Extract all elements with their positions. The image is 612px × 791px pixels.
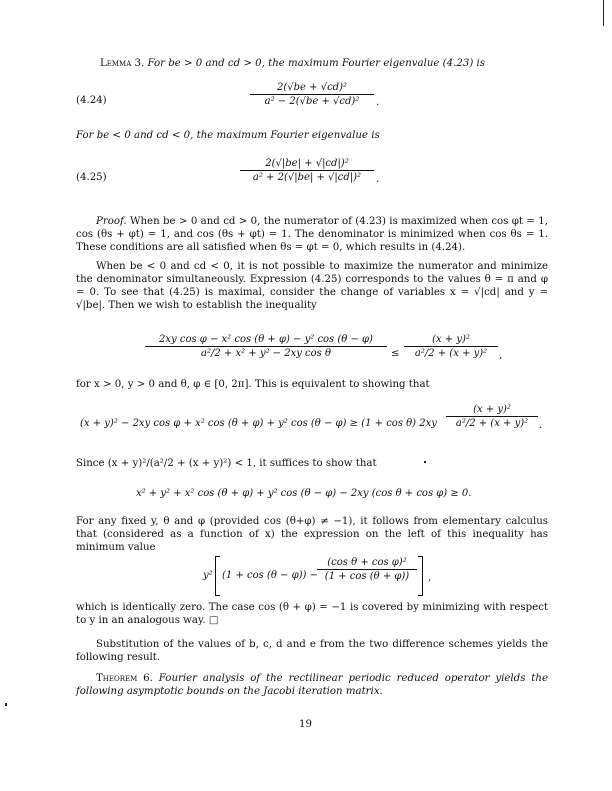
proof-paragraph-1 bbox=[76, 215, 548, 254]
equation-minimum-first-term: (1 + cos (θ − φ)) − bbox=[222, 570, 318, 581]
equation-minimum-right-bracket bbox=[418, 556, 423, 596]
lemma-condition-2: For be < 0 and cd < 0, the maximum Fourier eigenvalue is bbox=[76, 130, 380, 141]
equation-minimum-comma: , bbox=[428, 572, 432, 583]
equation-sufficient-condition: x² + y² + x² cos (θ + φ) + y² cos (θ − φ) − 2xy (cos θ + cos φ) ≥ 0. bbox=[136, 488, 472, 499]
proof-paragraph-4: Since (x + y)²/(a²/2 + (x + y)²) < 1, it suffices to show that bbox=[76, 458, 377, 469]
inequality-left-denominator: a²/2 + x² + y² − 2xy cos θ bbox=[145, 346, 387, 359]
lemma-heading-line bbox=[100, 57, 485, 70]
inequality-left-numerator: 2xy cos φ − x² cos (θ + φ) − y² cos (θ − φ) bbox=[159, 334, 373, 345]
proof-paragraph-2: When be < 0 and cd < 0, it is not possible to maximize the numerator and minimize the denominator simultaneously. Expression (4.25) corresponds to the values θ = π and φ = 0. To see that (4.25) is maximal, consider the change of variables x = √|cd| and y = √|be|. Then we wish to establish the inequality bbox=[76, 261, 548, 311]
equation-4-24-period: . bbox=[376, 97, 380, 108]
theorem-statement: Fourier analysis of the rectilinear periodic reduced operator yields the following asymptotic bounds on the Jacobi iteration matrix. bbox=[76, 673, 548, 697]
inequality-right-fraction bbox=[404, 334, 498, 359]
proof-paragraph-6: which is identically zero. The case cos (θ + φ) = −1 is covered by minimizing with respect to y in an analogous way. □ bbox=[76, 602, 548, 626]
equation-minimum-prefix: y² bbox=[203, 570, 213, 581]
inequality-right-numerator: (x + y)² bbox=[432, 334, 470, 345]
equation-4-24-denominator: a² − 2(√be + √cd)² bbox=[250, 94, 374, 107]
equation-equivalent-left: (x + y)² − 2xy cos φ + x² cos (θ + φ) + y² cos (θ − φ) ≥ (1 + cos θ) 2xy bbox=[80, 418, 437, 429]
equation-equivalent-numerator: (x + y)² bbox=[473, 404, 511, 415]
equation-minimum-fraction bbox=[317, 557, 417, 582]
equation-equivalent-denominator: a²/2 + (x + y)² bbox=[446, 416, 538, 429]
scan-mark-top-right bbox=[603, 0, 604, 26]
equation-equivalent-period: . bbox=[539, 420, 543, 431]
equation-minimum-numerator: (cos θ + cos φ)² bbox=[327, 557, 407, 568]
equation-4-25-numerator: 2(√|be| + √|cd|)² bbox=[265, 158, 349, 169]
inequality-right-denominator: a²/2 + (x + y)² bbox=[404, 346, 498, 359]
proof-paragraph-1-text: When be > 0 and cd > 0, the numerator of (4.23) is maximized when cos φt = 1, cos (θs + φt) = 1, and cos (θs + φt) = 1. The denominator is minimized when cos θs = 1. These conditions are all satisfied when θs = φt = 0, which results in (4.24). bbox=[76, 216, 548, 253]
equation-minimum-denominator: (1 + cos (θ + φ)) bbox=[317, 569, 417, 582]
equation-4-25 bbox=[240, 158, 374, 183]
equation-minimum-left-bracket bbox=[215, 556, 220, 596]
equation-label-4-24: (4.24) bbox=[76, 95, 107, 106]
scan-mark-left bbox=[5, 703, 7, 706]
proof-paragraph-5: For any fixed y, θ and φ (provided cos (θ+φ) ≠ −1), it follows from elementary calculus that (considered as a function of x) the expression on the left of this inequality has minimum value bbox=[76, 516, 548, 553]
equation-4-25-period: . bbox=[376, 174, 380, 185]
inequality-left-fraction bbox=[145, 334, 387, 359]
inequality-relation: ≤ bbox=[391, 348, 400, 359]
theorem-6 bbox=[76, 672, 548, 698]
scan-dot bbox=[424, 461, 426, 463]
theorem-label: Theorem 6. bbox=[96, 673, 153, 684]
proof-paragraph-7: Substitution of the values of b, c, d and e from the two difference schemes yields the following result. bbox=[76, 639, 548, 663]
equation-label-4-25: (4.25) bbox=[76, 172, 107, 183]
equation-4-24 bbox=[250, 82, 374, 107]
proof-label: Proof. bbox=[96, 216, 127, 227]
inequality-comma: , bbox=[499, 350, 503, 361]
lemma-label: Lemma 3. bbox=[100, 58, 145, 69]
proof-paragraph-3: for x > 0, y > 0 and θ, φ ∈ [0, 2π]. This is equivalent to showing that bbox=[76, 379, 430, 390]
equation-equivalent-fraction bbox=[446, 404, 538, 429]
page-number: 19 bbox=[299, 719, 312, 730]
equation-4-24-numerator: 2(√be + √cd)² bbox=[277, 82, 347, 93]
equation-4-25-denominator: a² + 2(√|be| + √|cd|)² bbox=[240, 170, 374, 183]
lemma-statement: For be > 0 and cd > 0, the maximum Fourier eigenvalue (4.23) is bbox=[147, 58, 486, 69]
